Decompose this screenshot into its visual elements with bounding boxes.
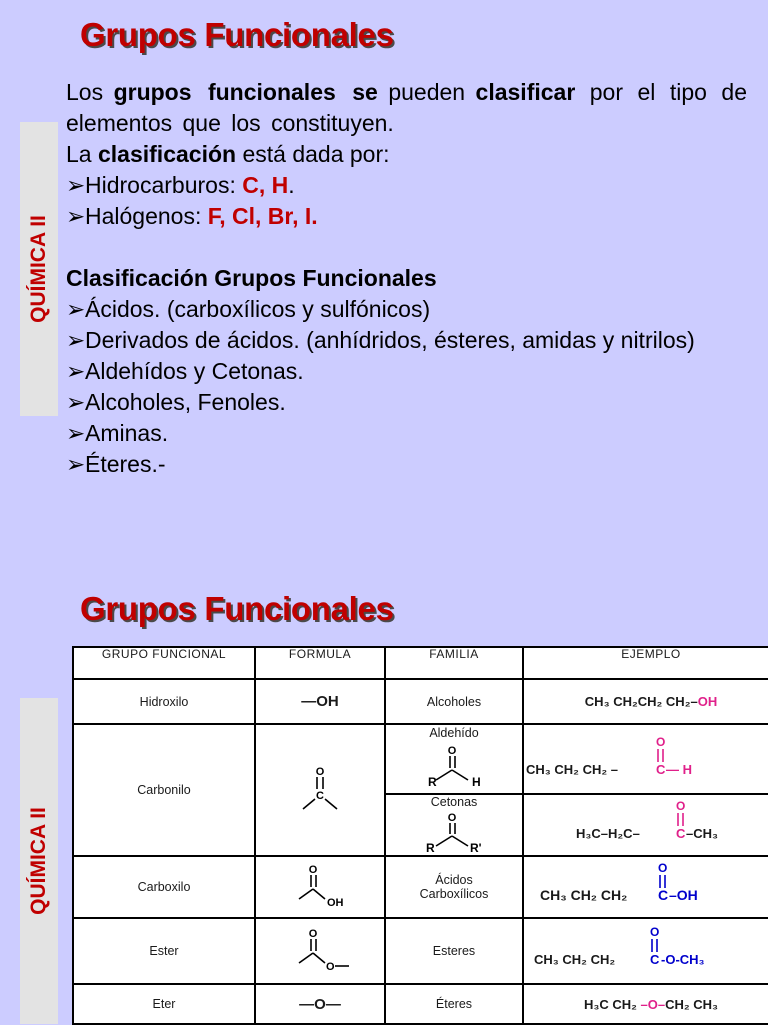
header-group: GRUPO FUNCIONAL — [73, 647, 255, 679]
list-item: ➢Aldehídos y Cetonas. — [66, 356, 747, 387]
carbonyl-structure-icon — [295, 763, 345, 817]
cell-formula: —O— — [255, 984, 385, 1024]
table-row — [73, 918, 768, 984]
intro-paragraph: Los grupos funcionales se pueden clasificar por el tipo de elementos que los constituyen. — [66, 79, 748, 136]
svg-text:CH₃ CH₂ CH₂ –: CH₃ CH₂ CH₂ – — [526, 762, 618, 777]
svg-text:O: O — [315, 766, 325, 778]
svg-text:R': R' — [470, 841, 482, 855]
cell-family: Alcoholes — [385, 679, 523, 724]
table-header-row — [73, 647, 768, 679]
side-label: QUÍMICA II — [27, 807, 50, 915]
svg-text:O: O — [308, 864, 318, 876]
cell-example: H₃C CH₂ –O–CH₂ CH₃ — [523, 984, 768, 1024]
svg-text:O: O — [676, 800, 686, 813]
cell-family: Esteres — [385, 918, 523, 984]
svg-text:O: O — [658, 862, 668, 875]
svg-text:R: R — [426, 841, 435, 855]
arrow-bullet-icon: ➢ — [66, 172, 86, 198]
header-example: EJEMPLO — [523, 647, 768, 679]
cell-example — [523, 724, 768, 794]
svg-text:C: C — [658, 887, 669, 903]
svg-text:O: O — [447, 812, 457, 824]
cell-group: Hidroxilo — [73, 679, 255, 724]
list-item: ➢Éteres.- — [66, 449, 747, 480]
table-row — [73, 856, 768, 918]
arrow-bullet-icon: ➢ — [66, 451, 86, 477]
cell-group: Carbonilo — [73, 724, 255, 856]
svg-text:O: O — [326, 961, 335, 973]
svg-text:R: R — [428, 775, 437, 789]
svg-text:O: O — [447, 745, 457, 757]
cell-example — [523, 794, 768, 856]
list-item: ➢Derivados de ácidos. (anhídridos, ésteres, amidas y nitrilos) — [66, 325, 747, 356]
arrow-bullet-icon: ➢ — [66, 296, 86, 322]
arrow-bullet-icon: ➢ — [66, 327, 86, 353]
svg-text:C: C — [316, 790, 324, 802]
svg-text:C: C — [676, 826, 686, 841]
cell-formula — [255, 724, 385, 856]
aldehyde-structure-icon — [414, 740, 494, 792]
functional-groups-table — [72, 646, 768, 1025]
slide-content — [66, 77, 747, 480]
header-family: FAMILIA — [385, 647, 523, 679]
cell-formula: —OH — [255, 679, 385, 724]
table-row — [73, 984, 768, 1024]
cell-family: Aldehído O R H — [385, 724, 523, 794]
arrow-bullet-icon: ➢ — [66, 420, 86, 446]
svg-text:–CH₃: –CH₃ — [686, 826, 719, 841]
cell-formula — [255, 856, 385, 918]
cell-group: Ester — [73, 918, 255, 984]
cell-example: CH₃ CH₂CH₂ CH₂–OH — [523, 679, 768, 724]
slide-title: Grupos Funcionales — [80, 16, 394, 53]
svg-text:CH₃ CH₂ CH₂: CH₃ CH₂ CH₂ — [540, 887, 628, 903]
carboxyl-structure-icon — [285, 862, 355, 912]
ester-example-icon — [526, 926, 768, 976]
aldehyde-example-icon — [526, 734, 768, 784]
svg-text:H₃C–H₂C–: H₃C–H₂C– — [576, 826, 640, 841]
subheading: Clasificación Grupos Funcionales — [66, 265, 437, 291]
list-item: ➢Ácidos. (carboxílicos y sulfónicos) — [66, 294, 747, 325]
svg-text:O: O — [308, 928, 318, 940]
svg-text:O: O — [650, 926, 660, 939]
svg-text:OH: OH — [327, 897, 344, 909]
svg-text:— H: — H — [666, 762, 692, 777]
svg-text:H: H — [472, 775, 481, 789]
svg-text:C: C — [650, 952, 660, 967]
svg-text:-O-CH₃: -O-CH₃ — [661, 952, 705, 967]
arrow-bullet-icon: ➢ — [66, 203, 86, 229]
cell-example — [523, 918, 768, 984]
cell-group: Carboxilo — [73, 856, 255, 918]
table-row — [73, 724, 768, 794]
side-label-tab — [20, 698, 58, 1024]
svg-text:O: O — [656, 735, 666, 749]
cell-family: Éteres — [385, 984, 523, 1024]
ketone-structure-icon — [414, 809, 494, 855]
svg-text:–OH: –OH — [669, 887, 698, 903]
list-item: ➢Aminas. — [66, 418, 747, 449]
carboxyl-example-icon — [526, 862, 768, 912]
bullet-halogens: ➢Halógenos: F, Cl, Br, I. — [66, 201, 747, 232]
svg-text:CH₃ CH₂ CH₂: CH₃ CH₂ CH₂ — [534, 952, 616, 967]
svg-text:C: C — [656, 762, 666, 777]
arrow-bullet-icon: ➢ — [66, 358, 86, 384]
table-row — [73, 679, 768, 724]
list-item: ➢Alcoholes, Fenoles. — [66, 387, 747, 418]
slide-title: Grupos Funcionales — [80, 590, 394, 627]
classification-line: La clasificación está dada por: — [66, 141, 390, 167]
side-label-tab — [20, 122, 58, 416]
cell-family: Cetonas O R R' — [385, 794, 523, 856]
ester-structure-icon — [285, 926, 355, 976]
bullet-hydrocarbons: ➢Hidrocarburos: C, H. — [66, 170, 747, 201]
ketone-example-icon — [526, 800, 768, 850]
arrow-bullet-icon: ➢ — [66, 389, 86, 415]
cell-group: Eter — [73, 984, 255, 1024]
header-formula: FORMULA — [255, 647, 385, 679]
cell-formula — [255, 918, 385, 984]
side-label: QUÍMICA II — [27, 215, 50, 323]
cell-family: Ácidos Carboxílicos — [385, 856, 523, 918]
cell-example — [523, 856, 768, 918]
